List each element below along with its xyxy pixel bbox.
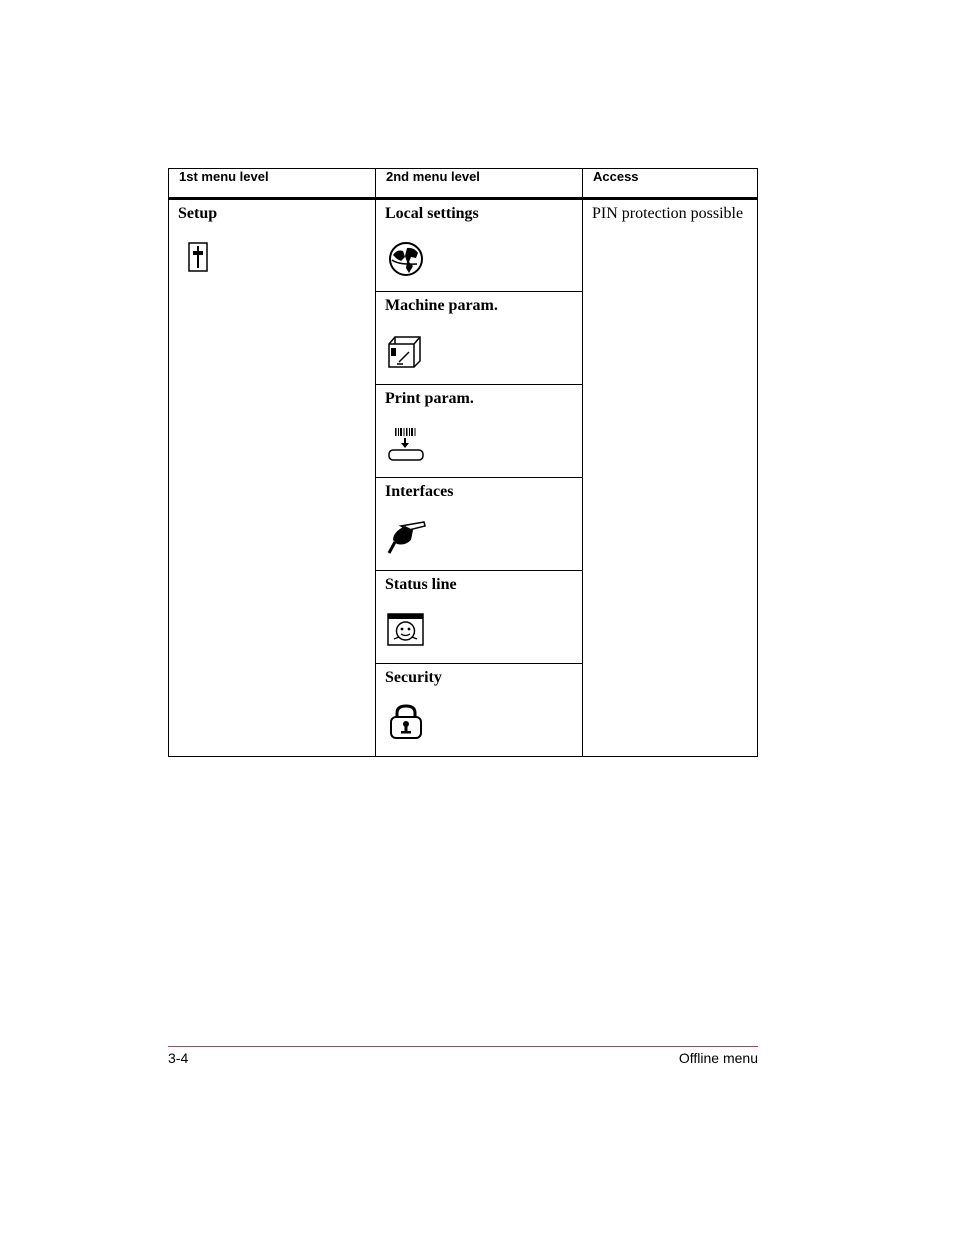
access-cell <box>583 199 758 757</box>
machine-param-label: Machine param. <box>385 297 498 314</box>
submenu-machine-param <box>376 292 583 385</box>
barcode-print-icon <box>387 427 425 461</box>
submenu-local-settings <box>376 199 583 292</box>
interfaces-label: Interfaces <box>385 483 454 500</box>
header-second-level: 2nd menu level <box>376 169 583 199</box>
footer-section-title: Offline menu <box>678 1050 758 1066</box>
submenu-status-line <box>376 571 583 664</box>
header-access: Access <box>583 169 758 199</box>
status-window-icon <box>387 613 425 647</box>
printer-icon <box>387 334 423 368</box>
header-first-level: 1st menu level <box>169 169 376 199</box>
slider-icon <box>188 242 208 272</box>
plug-icon <box>387 520 427 554</box>
page-number: 3-4 <box>168 1050 189 1066</box>
status-line-label: Status line <box>385 576 457 593</box>
menu-structure-table <box>168 168 758 757</box>
table-header-row <box>169 169 758 199</box>
security-label: Security <box>385 669 442 686</box>
padlock-icon <box>389 704 423 740</box>
globe-icon <box>387 242 425 276</box>
access-text: PIN protection possible <box>592 205 744 222</box>
submenu-security <box>376 664 583 757</box>
submenu-print-param <box>376 385 583 478</box>
table-row <box>169 199 758 292</box>
setup-cell <box>169 199 376 757</box>
print-param-label: Print param. <box>385 390 474 407</box>
setup-label: Setup <box>178 205 218 222</box>
local-settings-label: Local settings <box>385 205 479 222</box>
submenu-interfaces <box>376 478 583 571</box>
footer-divider <box>168 1046 758 1047</box>
